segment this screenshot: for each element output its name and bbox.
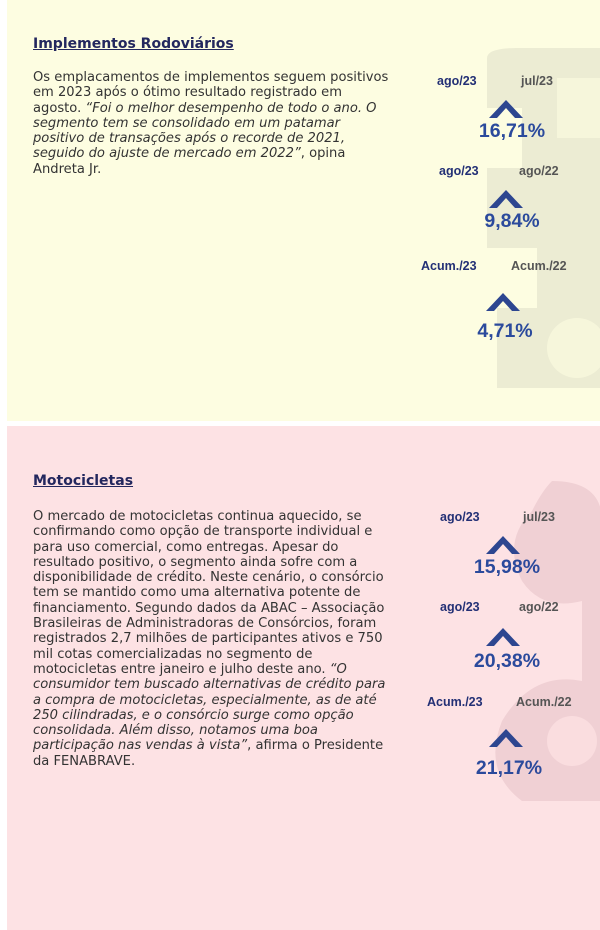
stat-month-over-month [427, 510, 597, 590]
stat-period-previous: jul/23 [521, 74, 553, 88]
body-outro: , opina Andreta Jr. [33, 146, 346, 177]
stat-accumulated [427, 695, 597, 779]
body-intro: Os emplacamentos de implementos seguem positivos em 2023 após o ótimo resultado registrado em agosto. [33, 70, 389, 116]
stat-period-current: Acum./23 [427, 695, 483, 709]
chevron-up-icon [489, 96, 523, 120]
body-quote: “O consumidor tem buscado alternativas de crédito para a compra de motocicletas, especialmente, as de até 250 cilindradas, e o consórcio surge como opção consolidada. Além disso, notamos uma boa participação nas vendas à vista” [33, 661, 386, 754]
body-outro: , afirma o Presidente da FENABRAVE. [33, 738, 384, 769]
body-quote: “Foi o melhor desempenho de todo o ano. O segmento tem se consolidado em um patamar positivo de transações após o recorde de 2021, seguido do ajuste de mercado em 2022” [33, 100, 377, 162]
stat-value: 20,38% [473, 650, 541, 672]
section-title: Implementos Rodoviários [33, 36, 234, 52]
stat-month-over-month [427, 74, 597, 154]
stat-period-previous: Acum./22 [516, 695, 572, 709]
section-motocicletas [7, 426, 600, 930]
chevron-up-icon [489, 186, 523, 210]
stat-period-current: ago/23 [439, 164, 479, 178]
section-title: Motocicletas [33, 473, 134, 489]
stat-value: 16,71% [478, 120, 546, 142]
stat-year-over-year [427, 164, 597, 244]
stat-period-previous: Acum./22 [511, 259, 567, 273]
stat-value: 9,84% [484, 210, 540, 232]
stat-period-current: ago/23 [437, 74, 477, 88]
section-implementos [7, 0, 600, 421]
chevron-up-icon [486, 532, 520, 556]
chevron-up-icon [489, 725, 523, 749]
stat-period-previous: ago/22 [519, 164, 559, 178]
body-intro: O mercado de motocicletas continua aquecido, se confirmando como opção de transporte individual e para uso comercial, como entregas. Apesar do resultado positivo, o segmento ainda sofre com a disponibilidade de crédito. Neste cenário, o consórcio tem se mantido como uma alternativa potente de financiamento. Segundo dados da ABAC – Associação Brasileiras de Administradoras de Consórcios, foram registrados 2,7 milhões de participantes ativos e 750 mil cotas comercializadas no segmento de motocicletas entre janeiro e julho deste ano. [33, 509, 385, 677]
chevron-up-icon [486, 289, 520, 313]
stat-year-over-year [427, 600, 597, 680]
stat-period-previous: ago/22 [519, 600, 559, 614]
section-body-text [33, 70, 393, 177]
section-body-text [33, 509, 393, 769]
stat-value: 15,98% [473, 556, 541, 578]
stat-period-current: ago/23 [440, 510, 480, 524]
stat-value: 4,71% [477, 320, 533, 342]
stat-period-previous: jul/23 [523, 510, 555, 524]
stat-accumulated [417, 259, 587, 342]
chevron-up-icon [486, 624, 520, 648]
stat-value: 21,17% [475, 757, 543, 779]
stat-period-current: ago/23 [440, 600, 480, 614]
stat-period-current: Acum./23 [421, 259, 477, 273]
